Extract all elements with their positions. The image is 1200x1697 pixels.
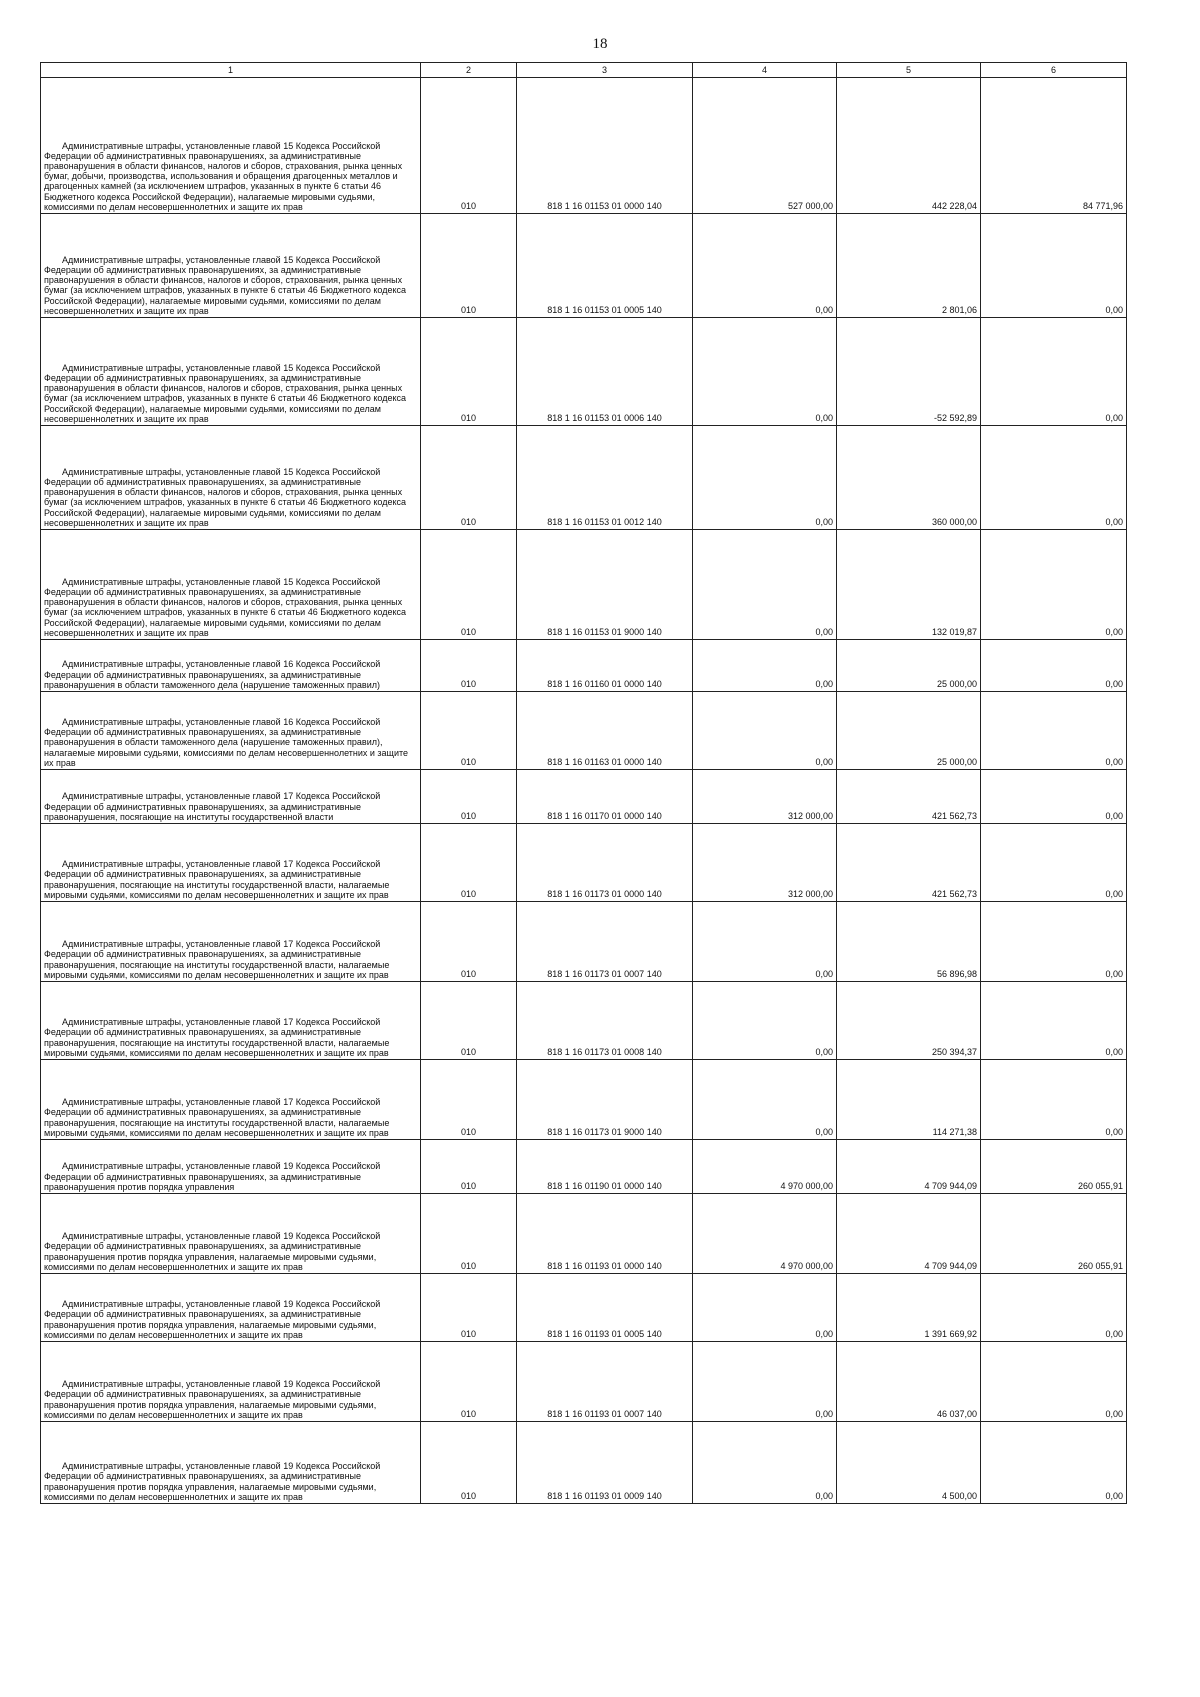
table-row — [41, 1194, 1127, 1274]
row-description: Административные штрафы, установленные главой 17 Кодекса Российской Федерации об административных правонарушениях, за административные правонарушения, посягающие на институты государственной власти, налагаемые мировыми судьями, комиссиями по делам несовершеннолетних и защите их прав — [41, 982, 421, 1060]
row-line-code: 010 — [421, 692, 517, 770]
row-executed-amount: 114 271,38 — [837, 1060, 981, 1140]
row-description: Административные штрафы, установленные главой 15 Кодекса Российской Федерации об административных правонарушениях, за административные правонарушения в области финансов, налогов и сборов, страхования, рынка ценных бумаг (за исключением штрафов, указанных в пункте 6 статьи 46 Бюджетного кодекса Российской Федерации), налагаемые мировыми судьями, комиссиями по делам несовершеннолетних и защите их прав — [41, 530, 421, 640]
row-executed-amount: 46 037,00 — [837, 1342, 981, 1422]
row-budget-code: 818 1 16 01173 01 0000 140 — [517, 824, 693, 902]
row-executed-amount: 4 709 944,09 — [837, 1140, 981, 1194]
row-description: Административные штрафы, установленные главой 15 Кодекса Российской Федерации об административных правонарушениях, за административные правонарушения в области финансов, налогов и сборов, страхования, рынка ценных бумаг (за исключением штрафов, указанных в пункте 6 статьи 46 Бюджетного кодекса Российской Федерации), налагаемые мировыми судьями, комиссиями по делам несовершеннолетних и защите их прав — [41, 318, 421, 426]
row-approved-amount: 4 970 000,00 — [693, 1140, 837, 1194]
row-unexecuted-amount: 260 055,91 — [981, 1194, 1127, 1274]
row-budget-code: 818 1 16 01193 01 0009 140 — [517, 1422, 693, 1504]
column-header-3: 3 — [517, 63, 693, 78]
row-budget-code: 818 1 16 01153 01 0000 140 — [517, 78, 693, 214]
row-executed-amount: -52 592,89 — [837, 318, 981, 426]
row-approved-amount: 312 000,00 — [693, 770, 837, 824]
row-executed-amount: 250 394,37 — [837, 982, 981, 1060]
row-description: Административные штрафы, установленные главой 17 Кодекса Российской Федерации об административных правонарушениях, за административные правонарушения, посягающие на институты государственной власти, налагаемые мировыми судьями, комиссиями по делам несовершеннолетних и защите их прав — [41, 824, 421, 902]
row-line-code: 010 — [421, 640, 517, 692]
row-line-code: 010 — [421, 902, 517, 982]
column-header-5: 5 — [837, 63, 981, 78]
row-approved-amount: 0,00 — [693, 318, 837, 426]
row-description: Административные штрафы, установленные главой 19 Кодекса Российской Федерации об административных правонарушениях, за административные правонарушения против порядка управления, налагаемые мировыми судьями, комиссиями по делам несовершеннолетних и защите их прав — [41, 1422, 421, 1504]
row-executed-amount: 4 500,00 — [837, 1422, 981, 1504]
table-row — [41, 824, 1127, 902]
row-description: Административные штрафы, установленные главой 15 Кодекса Российской Федерации об административных правонарушениях, за административные правонарушения в области финансов, налогов и сборов, страхования, рынка ценных бумаг (за исключением штрафов, указанных в пункте 6 статьи 46 Бюджетного кодекса Российской Федерации), налагаемые мировыми судьями, комиссиями по делам несовершеннолетних и защите их прав — [41, 426, 421, 530]
row-executed-amount: 25 000,00 — [837, 640, 981, 692]
table-row — [41, 1422, 1127, 1504]
row-unexecuted-amount: 0,00 — [981, 214, 1127, 318]
row-line-code: 010 — [421, 426, 517, 530]
row-budget-code: 818 1 16 01173 01 0007 140 — [517, 902, 693, 982]
row-line-code: 010 — [421, 1422, 517, 1504]
row-line-code: 010 — [421, 1194, 517, 1274]
column-header-4: 4 — [693, 63, 837, 78]
row-unexecuted-amount: 0,00 — [981, 1422, 1127, 1504]
row-description: Административные штрафы, установленные главой 16 Кодекса Российской Федерации об административных правонарушениях, за административные правонарушения в области таможенного дела (нарушение таможенных правил) — [41, 640, 421, 692]
row-line-code: 010 — [421, 982, 517, 1060]
row-description: Административные штрафы, установленные главой 17 Кодекса Российской Федерации об административных правонарушениях, за административные правонарушения, посягающие на институты государственной власти, налагаемые мировыми судьями, комиссиями по делам несовершеннолетних и защите их прав — [41, 902, 421, 982]
row-budget-code: 818 1 16 01173 01 0008 140 — [517, 982, 693, 1060]
column-header-1: 1 — [41, 63, 421, 78]
row-budget-code: 818 1 16 01190 01 0000 140 — [517, 1140, 693, 1194]
row-unexecuted-amount: 0,00 — [981, 1342, 1127, 1422]
row-unexecuted-amount: 0,00 — [981, 640, 1127, 692]
table-row — [41, 982, 1127, 1060]
row-description: Административные штрафы, установленные главой 19 Кодекса Российской Федерации об административных правонарушениях, за административные правонарушения против порядка управления, налагаемые мировыми судьями, комиссиями по делам несовершеннолетних и защите их прав — [41, 1342, 421, 1422]
row-approved-amount: 527 000,00 — [693, 78, 837, 214]
row-approved-amount: 0,00 — [693, 1274, 837, 1342]
row-unexecuted-amount: 0,00 — [981, 530, 1127, 640]
row-executed-amount: 56 896,98 — [837, 902, 981, 982]
table-row — [41, 1140, 1127, 1194]
row-budget-code: 818 1 16 01193 01 0007 140 — [517, 1342, 693, 1422]
row-approved-amount: 0,00 — [693, 692, 837, 770]
row-approved-amount: 4 970 000,00 — [693, 1194, 837, 1274]
page-number: 18 — [592, 36, 608, 52]
row-executed-amount: 2 801,06 — [837, 214, 981, 318]
row-executed-amount: 421 562,73 — [837, 770, 981, 824]
row-line-code: 010 — [421, 1274, 517, 1342]
table-row — [41, 530, 1127, 640]
row-budget-code: 818 1 16 01153 01 0005 140 — [517, 214, 693, 318]
row-unexecuted-amount: 0,00 — [981, 770, 1127, 824]
row-unexecuted-amount: 0,00 — [981, 1060, 1127, 1140]
row-approved-amount: 0,00 — [693, 214, 837, 318]
row-unexecuted-amount: 84 771,96 — [981, 78, 1127, 214]
row-budget-code: 818 1 16 01193 01 0000 140 — [517, 1194, 693, 1274]
row-description: Административные штрафы, установленные главой 17 Кодекса Российской Федерации об административных правонарушениях, за административные правонарушения, посягающие на институты государственной власти, налагаемые мировыми судьями, комиссиями по делам несовершеннолетних и защите их прав — [41, 1060, 421, 1140]
row-description: Административные штрафы, установленные главой 19 Кодекса Российской Федерации об административных правонарушениях, за административные правонарушения против порядка управления — [41, 1140, 421, 1194]
table-row — [41, 770, 1127, 824]
row-approved-amount: 0,00 — [693, 1422, 837, 1504]
table-row — [41, 640, 1127, 692]
row-unexecuted-amount: 0,00 — [981, 824, 1127, 902]
table-row — [41, 426, 1127, 530]
row-executed-amount: 25 000,00 — [837, 692, 981, 770]
table-row — [41, 318, 1127, 426]
row-budget-code: 818 1 16 01160 01 0000 140 — [517, 640, 693, 692]
column-header-6: 6 — [981, 63, 1127, 78]
row-executed-amount: 421 562,73 — [837, 824, 981, 902]
row-description: Административные штрафы, установленные главой 16 Кодекса Российской Федерации об административных правонарушениях, за административные правонарушения в области таможенного дела (нарушение таможенных правил), налагаемые мировыми судьями, комиссиями по делам несовершеннолетних и защите их прав — [41, 692, 421, 770]
row-budget-code: 818 1 16 01173 01 9000 140 — [517, 1060, 693, 1140]
table-row — [41, 214, 1127, 318]
row-description: Административные штрафы, установленные главой 17 Кодекса Российской Федерации об административных правонарушениях, за административные правонарушения, посягающие на институты государственной власти — [41, 770, 421, 824]
row-description: Административные штрафы, установленные главой 15 Кодекса Российской Федерации об административных правонарушениях, за административные правонарушения в области финансов, налогов и сборов, страхования, рынка ценных бумаг (за исключением штрафов, указанных в пункте 6 статьи 46 Бюджетного кодекса Российской Федерации), налагаемые мировыми судьями, комиссиями по делам несовершеннолетних и защите их прав — [41, 214, 421, 318]
row-executed-amount: 1 391 669,92 — [837, 1274, 981, 1342]
column-number-row — [41, 63, 1127, 78]
row-executed-amount: 442 228,04 — [837, 78, 981, 214]
report-table — [40, 62, 1127, 1504]
row-unexecuted-amount: 0,00 — [981, 692, 1127, 770]
row-line-code: 010 — [421, 318, 517, 426]
row-line-code: 010 — [421, 1060, 517, 1140]
row-executed-amount: 132 019,87 — [837, 530, 981, 640]
row-budget-code: 818 1 16 01153 01 0006 140 — [517, 318, 693, 426]
row-approved-amount: 0,00 — [693, 902, 837, 982]
row-unexecuted-amount: 0,00 — [981, 1274, 1127, 1342]
report-table-body — [41, 78, 1127, 1504]
table-row — [41, 692, 1127, 770]
column-header-2: 2 — [421, 63, 517, 78]
row-unexecuted-amount: 0,00 — [981, 982, 1127, 1060]
row-approved-amount: 0,00 — [693, 1342, 837, 1422]
table-row — [41, 902, 1127, 982]
row-line-code: 010 — [421, 1140, 517, 1194]
row-line-code: 010 — [421, 824, 517, 902]
row-unexecuted-amount: 0,00 — [981, 902, 1127, 982]
row-budget-code: 818 1 16 01163 01 0000 140 — [517, 692, 693, 770]
row-unexecuted-amount: 0,00 — [981, 426, 1127, 530]
row-line-code: 010 — [421, 530, 517, 640]
row-line-code: 010 — [421, 1342, 517, 1422]
row-budget-code: 818 1 16 01153 01 9000 140 — [517, 530, 693, 640]
row-budget-code: 818 1 16 01153 01 0012 140 — [517, 426, 693, 530]
row-approved-amount: 0,00 — [693, 1060, 837, 1140]
row-line-code: 010 — [421, 770, 517, 824]
row-approved-amount: 0,00 — [693, 640, 837, 692]
row-line-code: 010 — [421, 214, 517, 318]
row-executed-amount: 360 000,00 — [837, 426, 981, 530]
table-row — [41, 1274, 1127, 1342]
table-row — [41, 1060, 1127, 1140]
row-approved-amount: 0,00 — [693, 530, 837, 640]
row-executed-amount: 4 709 944,09 — [837, 1194, 981, 1274]
row-approved-amount: 0,00 — [693, 426, 837, 530]
table-row — [41, 78, 1127, 214]
table-row — [41, 1342, 1127, 1422]
row-line-code: 010 — [421, 78, 517, 214]
row-approved-amount: 312 000,00 — [693, 824, 837, 902]
row-budget-code: 818 1 16 01193 01 0005 140 — [517, 1274, 693, 1342]
row-unexecuted-amount: 0,00 — [981, 318, 1127, 426]
row-description: Административные штрафы, установленные главой 15 Кодекса Российской Федерации об административных правонарушениях, за административные правонарушения в области финансов, налогов и сборов, страхования, рынка ценных бумаг, добычи, производства, использования и обращения драгоценных металлов и драгоценных камней (за исключением штрафов, указанных в пункте 6 статьи 46 Бюджетного кодекса Российской Федерации), налагаемые мировыми судьями, комиссиями по делам несовершеннолетних и защите их прав — [41, 78, 421, 214]
row-unexecuted-amount: 260 055,91 — [981, 1140, 1127, 1194]
row-description: Административные штрафы, установленные главой 19 Кодекса Российской Федерации об административных правонарушениях, за административные правонарушения против порядка управления, налагаемые мировыми судьями, комиссиями по делам несовершеннолетних и защите их прав — [41, 1274, 421, 1342]
row-approved-amount: 0,00 — [693, 982, 837, 1060]
row-budget-code: 818 1 16 01170 01 0000 140 — [517, 770, 693, 824]
row-description: Административные штрафы, установленные главой 19 Кодекса Российской Федерации об административных правонарушениях, за административные правонарушения против порядка управления, налагаемые мировыми судьями, комиссиями по делам несовершеннолетних и защите их прав — [41, 1194, 421, 1274]
